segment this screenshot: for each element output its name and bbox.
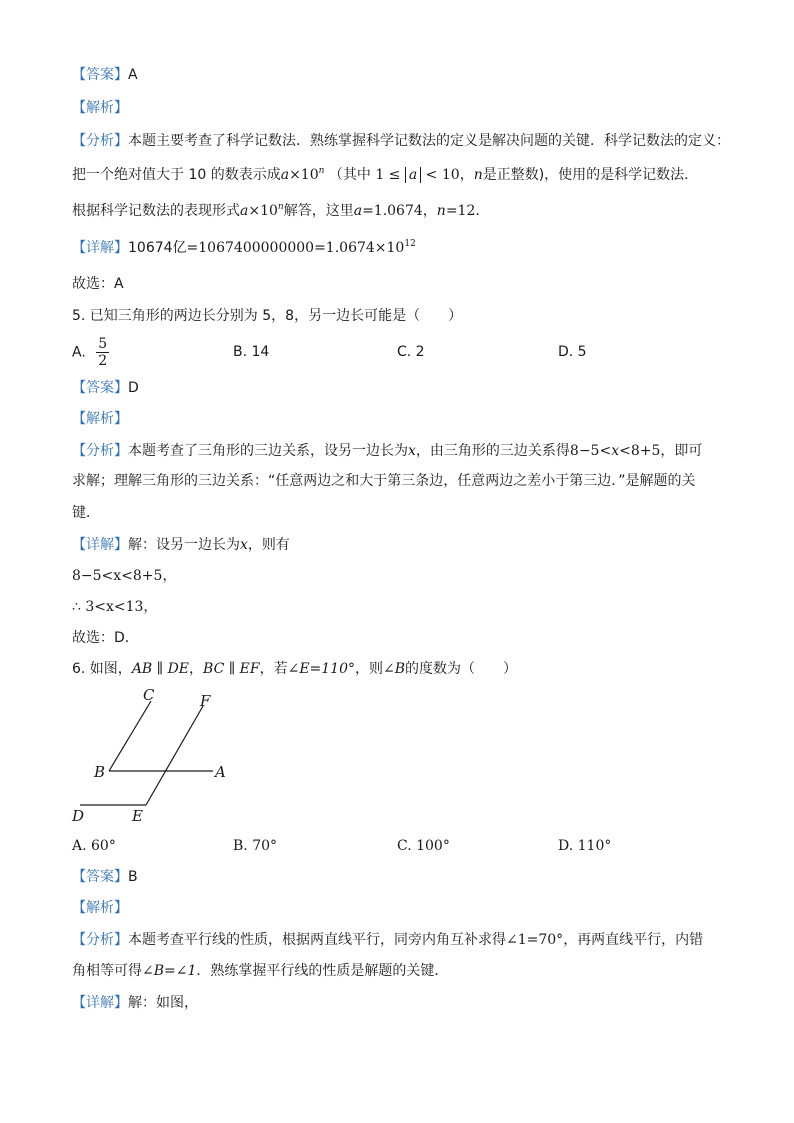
q5-detail-line <box>72 535 290 555</box>
text: 的度数为（ ） <box>405 661 518 677</box>
analysis-tag: 【解析】 <box>72 100 128 116</box>
q4-choice: 故选：A <box>72 276 124 292</box>
text: ，即可 <box>660 443 703 459</box>
q5-step1: 8−5<x<8+5， <box>72 568 177 584</box>
q5-fenxi-line1 <box>72 441 702 461</box>
math-x: x <box>408 443 416 459</box>
segment-bc <box>109 701 151 771</box>
q4-fenxi-line1 <box>72 131 730 151</box>
math-n-val: =12 <box>445 203 476 219</box>
answer-tag: 【答案】 <box>72 67 128 83</box>
math-times2: $\times 10^n$ <box>248 202 284 219</box>
fenxi-tag: 【分析】 <box>72 133 128 149</box>
label-e: E <box>132 807 143 825</box>
text: ，若 <box>259 661 288 677</box>
q4-answer-line <box>72 65 138 85</box>
answer-tag: 【答案】 <box>72 380 128 396</box>
text: 6. 如图， <box>72 661 132 677</box>
fraction-denominator: 2 <box>98 353 108 369</box>
fraction <box>96 336 109 369</box>
text: 是正整数)，使用的是科学记数法． <box>482 167 699 183</box>
math-ab-de: AB ∥ DE <box>131 661 190 677</box>
math-a-val: =1.0674 <box>362 203 423 219</box>
analysis-tag: 【解析】 <box>72 900 128 916</box>
q4-fenxi-line2 <box>72 165 698 185</box>
math-a: a <box>353 203 363 219</box>
math-x: x <box>240 537 248 553</box>
text: 解：设另一边长为 <box>128 537 240 553</box>
math-exp: 12 <box>404 239 416 249</box>
answer-value: D <box>128 380 139 396</box>
text: 角相等可得 <box>72 963 142 979</box>
math-n2: n <box>436 203 446 219</box>
q6-detail-line <box>72 993 198 1013</box>
q4-detail-line <box>72 238 416 258</box>
math-times: $\times 10^n$ <box>289 166 325 183</box>
math-inequality: 8−5<x<8+5 <box>569 443 661 459</box>
q5-choice: 故选：D． <box>72 630 139 646</box>
answer-tag: 【答案】 <box>72 869 128 885</box>
text: ，则 <box>355 661 383 677</box>
q5-step2: ∴ 3<x<13， <box>72 599 158 615</box>
label-d: D <box>72 807 85 825</box>
text: 把一个绝对值大于 10 的数表示成 <box>72 167 281 183</box>
math-a10n: a <box>280 167 290 183</box>
q5-fenxi-line3: 键． <box>72 505 100 521</box>
text: ，再两直线平行，内错 <box>563 932 704 948</box>
text: ， <box>422 203 437 219</box>
q4-analysis-heading <box>72 98 128 118</box>
q4-fenxi-line3 <box>72 201 489 221</box>
fenxi-tag: 【分析】 <box>72 932 128 948</box>
text: ， <box>189 661 204 677</box>
math-angle-b-eq: ∠B=∠1 <box>142 963 197 979</box>
label-c: C <box>143 688 155 704</box>
math-angle-e: ∠E=110° <box>287 661 355 677</box>
text: 解：如图， <box>128 995 198 1011</box>
text: ．熟练掌握平行线的性质是解题的关键． <box>196 963 449 979</box>
q5-option-c: C. 2 <box>397 344 425 360</box>
text: ，则有 <box>247 537 290 553</box>
q6-fenxi-line2 <box>72 961 448 981</box>
math-form: a <box>240 203 249 219</box>
detail-tag: 【详解】 <box>72 537 128 553</box>
math-abs-range: 1 ≤ a < 10 <box>375 167 460 183</box>
q6-option-c: C. 100° <box>397 838 450 854</box>
text: ． <box>475 203 490 219</box>
q6-question <box>72 659 517 679</box>
parallel-lines-figure <box>66 688 266 828</box>
answer-value: B <box>128 869 138 885</box>
text: 本题考查平行线的性质，根据两直线平行，同旁内角互补求得 <box>128 932 506 948</box>
fraction-numerator: 5 <box>98 336 108 352</box>
math-detail: =1067400000000=1.0674×10 <box>186 240 405 256</box>
q5-option-d: D. 5 <box>558 344 587 360</box>
detail-tag: 【详解】 <box>72 995 128 1011</box>
q5-option-a <box>72 336 109 369</box>
text: 10674亿 <box>128 240 187 256</box>
text: 根据科学记数法的表现形式 <box>72 203 240 219</box>
analysis-tag: 【解析】 <box>72 411 128 427</box>
math-n: n <box>473 167 483 183</box>
math-angle1: ∠1=70° <box>506 932 564 948</box>
text: 解答，这里 <box>283 203 354 219</box>
segment-ef <box>146 706 203 805</box>
q6-option-a: A. 60° <box>72 838 116 854</box>
fenxi-tag: 【分析】 <box>72 443 128 459</box>
label-f: F <box>200 692 211 710</box>
math-bc-ef: BC ∥ EF <box>203 661 260 677</box>
text: ， <box>459 167 474 183</box>
fenxi-text: 本题主要考查了科学记数法．熟练掌握科学记数法的定义是解决问题的关键．科学记数法的定义： <box>128 133 730 149</box>
detail-tag: 【详解】 <box>72 240 128 256</box>
q5-analysis-heading <box>72 409 128 429</box>
option-label: A. <box>72 344 86 361</box>
text: ，由三角形的三边关系得 <box>415 443 570 459</box>
q5-fenxi-line2: 求解；理解三角形的三边关系：“任意两边之和大于第三条边，任意两边之差小于第三边．”是解题的关 <box>72 473 696 489</box>
q6-answer-line <box>72 867 138 887</box>
q6-option-d: D. 110° <box>558 838 612 854</box>
text: 本题考查了三角形的三边关系，设另一边长为 <box>128 443 408 459</box>
answer-value: A <box>128 67 138 83</box>
text: （其中 <box>328 167 371 183</box>
q6-fenxi-line1 <box>72 930 703 950</box>
label-b: B <box>94 763 106 781</box>
math-angle-b: ∠B <box>383 661 406 677</box>
q6-option-b: B. 70° <box>233 838 278 854</box>
label-a: A <box>215 763 226 781</box>
q5-option-b: B. 14 <box>233 344 270 360</box>
q6-analysis-heading <box>72 898 128 918</box>
q5-question: 5. 已知三角形的两边长分别为 5，8，另一边长可能是（ ） <box>72 308 463 324</box>
q5-answer-line <box>72 378 139 398</box>
